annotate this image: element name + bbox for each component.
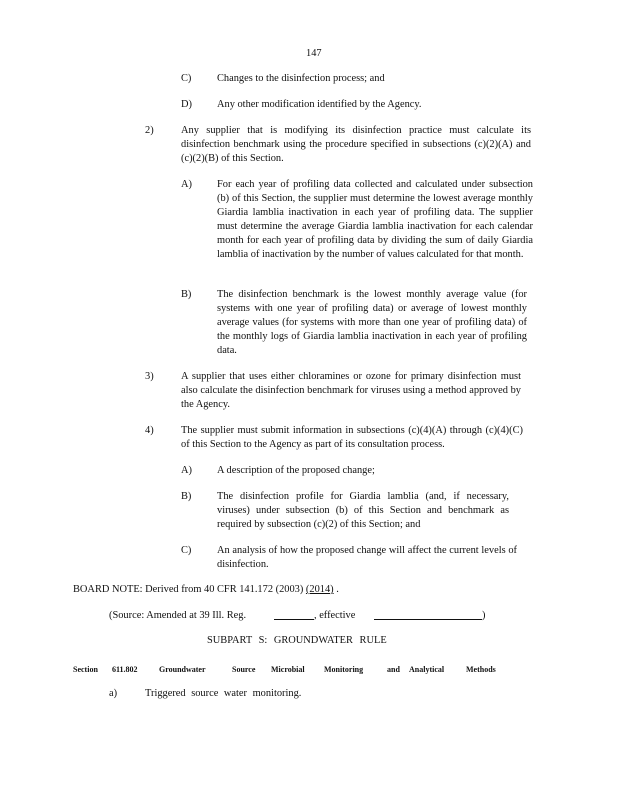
source-effective: , effective	[314, 610, 356, 621]
section-number: 611.802	[112, 665, 138, 674]
board-note-period: .	[336, 584, 339, 595]
section-word: and	[387, 665, 400, 674]
page-number: 147	[306, 48, 322, 59]
item-text: Changes to the disinfection process; and	[217, 73, 385, 84]
source-close: )	[482, 610, 486, 621]
paragraph: For each year of profiling data collected and calculated under subsection (b) of this Section, the supplier must determine the lowest average monthly Giardia lamblia inactivation in each year of profiling data. The supplier must determine the average Giardia lamblia inactivation for each calendar month for each year of profiling data by dividing the sum of daily Giardia lamblia of inactivation by the number of values calculated for that month.	[217, 179, 533, 260]
item-label: A)	[181, 179, 192, 190]
subpart-heading: SUBPART S: GROUNDWATER RULE	[207, 635, 387, 646]
paragraph: The disinfection benchmark is the lowest monthly average value (for systems with one year of profiling data) or average of lowest monthly average values (for systems with more than one year of profiling data) of the monthly logs of Giardia lamblia inactivation in each year of profiling data.	[217, 289, 527, 356]
item-label: C)	[181, 73, 192, 84]
effective-date-blank	[374, 609, 482, 620]
section-word: Methods	[466, 665, 496, 674]
paragraph: A supplier that uses either chloramines or ozone for primary disinfection must also calculate the disinfection benchmark for viruses using a method approved by the Agency.	[181, 371, 521, 410]
paragraph: An analysis of how the proposed change will affect the current levels of disinfection.	[217, 545, 517, 570]
section-label: Section	[73, 665, 98, 674]
item-label: B)	[181, 289, 192, 300]
section-word: Source	[232, 665, 256, 674]
paragraph: Any supplier that is modifying its disinfection practice must calculate its disinfection benchmark using the procedure specified in subsections (c)(2)(A) and (c)(2)(B) of this Section.	[181, 125, 531, 164]
item-label: 4)	[145, 425, 154, 436]
paragraph: The supplier must submit information in subsections (c)(4)(A) through (c)(4)(C) of this Section to the Agency as part of its consultation process.	[181, 425, 523, 450]
section-word: Microbial	[271, 665, 305, 674]
board-note-amended-year: (2014)	[305, 584, 334, 595]
register-page-blank	[274, 609, 314, 620]
source-open: (Source: Amended at 39 Ill. Reg.	[109, 610, 247, 621]
paragraph: The disinfection profile for Giardia lamblia (and, if necessary, viruses) under subsection (b) of this Section and benchmark as required by subsection (c)(2) of this Section; and	[217, 491, 509, 530]
board-note	[73, 583, 339, 597]
item-label: a)	[109, 688, 118, 699]
section-word: Groundwater	[159, 665, 206, 674]
item-label: A)	[181, 465, 192, 476]
item-label: 3)	[145, 371, 154, 382]
item-text: Triggered source water monitoring.	[145, 688, 302, 699]
section-word: Monitoring	[324, 665, 364, 674]
item-label: B)	[181, 491, 192, 502]
board-note-text: BOARD NOTE: Derived from 40 CFR 141.172 (2003)	[73, 584, 304, 595]
item-label: D)	[181, 99, 192, 110]
section-word: Analytical	[409, 665, 445, 674]
item-label: C)	[181, 545, 192, 556]
item-text: A description of the proposed change;	[217, 465, 375, 476]
item-text: Any other modification identified by the Agency.	[217, 99, 422, 110]
item-label: 2)	[145, 125, 154, 136]
